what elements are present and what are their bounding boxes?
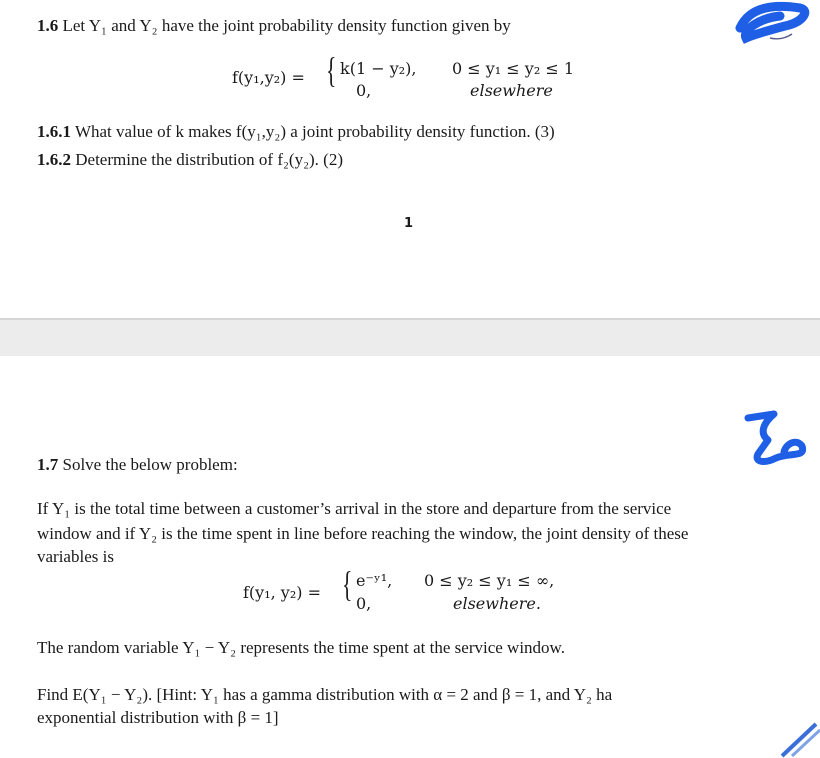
q16-func-lhs: f(y₁,y₂) = [232, 68, 305, 87]
q16-number: 1.6 [37, 16, 59, 35]
page-break-band [0, 318, 820, 356]
q16-intro-text: Let Y₁ and Y₂ have the joint probability density function given by [62, 16, 511, 35]
q16-case1-cond: 0 ≤ y₁ ≤ y₂ ≤ 1 [452, 59, 574, 78]
q17-case2-cond: elsewhere. [453, 594, 541, 613]
blue-scribble-corner [776, 718, 820, 758]
q17-func-lhs: f(y₁, y₂) = [243, 583, 321, 602]
q162-text: Determine the distribution of f₂(y₂). (2) [75, 150, 343, 169]
q17-find-line2: exponential distribution with β = 1] [37, 708, 279, 727]
q162-line [37, 150, 343, 170]
q16-case2-expr: 0, [356, 81, 372, 100]
q17-case1-expr: e⁻ʸ¹, [356, 571, 393, 590]
q161-line [37, 122, 555, 142]
page-number: 1 [404, 216, 414, 231]
page-break-divider [0, 318, 820, 320]
blue-scribble-right [740, 408, 812, 472]
q16-case2-cond: elsewhere [470, 81, 553, 100]
q17-number: 1.7 [37, 455, 59, 474]
q17-case2-expr: 0, [356, 594, 372, 613]
q17-case1-cond: 0 ≤ y₂ ≤ y₁ ≤ ∞, [424, 571, 555, 590]
q17-statement: The random variable Y₁ − Y₂ represents the time spent at the service window. [37, 638, 565, 657]
q161-text: What value of k makes f(y₁,y₂) a joint probability density function. (3) [74, 122, 555, 141]
q17-para-line2: window and if Y₂ is the time spent in line before reaching the window, the joint density of these [37, 524, 689, 543]
q162-number: 1.6.2 [37, 150, 71, 169]
q17-heading [37, 455, 238, 475]
q17-para-line3: variables is [37, 547, 114, 566]
q17-heading-text: Solve the below problem: [62, 455, 238, 474]
q16-case1-expr: k(1 − y₂), [340, 59, 417, 78]
q17-find-line1: Find E(Y₁ − Y₂). [Hint: Y₁ has a gamma distribution with α = 2 and β = 1, and Y₂ ha [37, 685, 613, 704]
q17-brace: { [342, 564, 353, 604]
q16-brace: { [326, 50, 337, 90]
q161-number: 1.6.1 [37, 122, 71, 141]
q16-intro [37, 16, 511, 36]
blue-scribble-top [730, 0, 820, 45]
q17-para-line1: If Y₁ is the total time between a customer’s arrival in the store and departure from the service [37, 499, 672, 518]
